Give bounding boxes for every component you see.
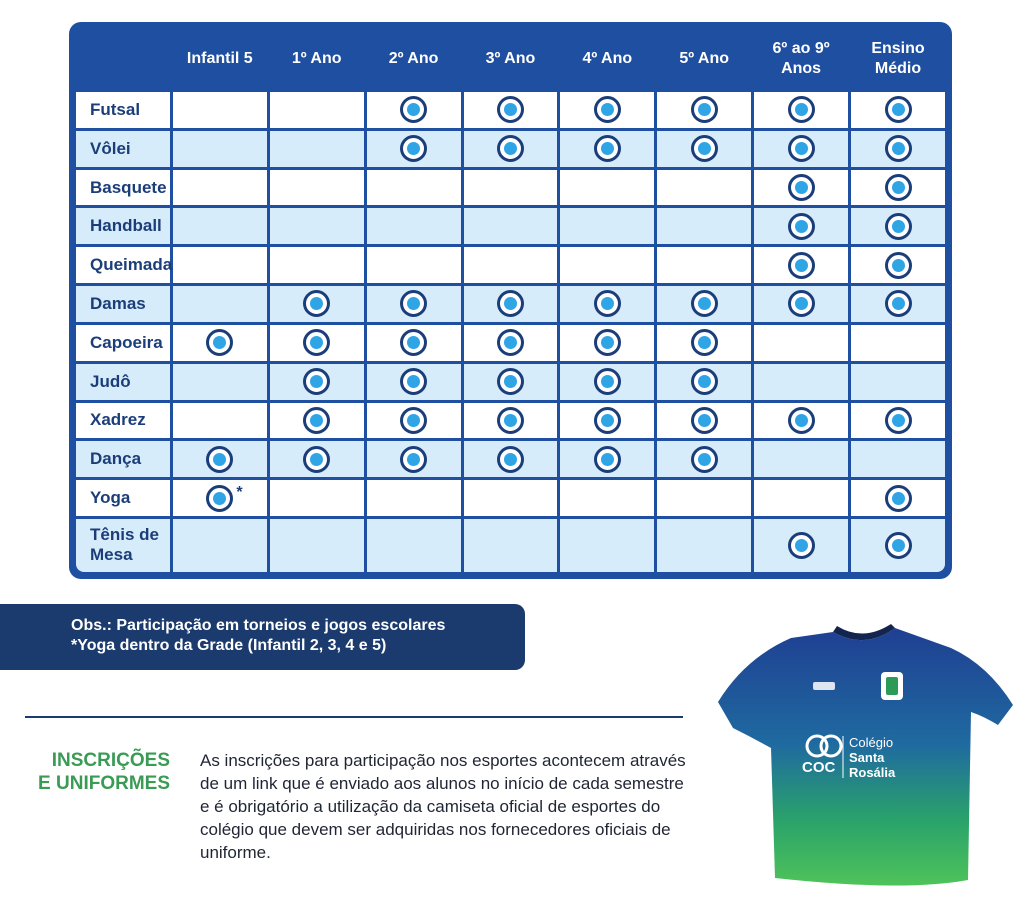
participation-dot-icon bbox=[691, 329, 718, 356]
table-cell bbox=[464, 247, 558, 283]
header-6-ao-9-anos: 6º ao 9º Anos bbox=[754, 29, 848, 89]
table-cell bbox=[657, 286, 751, 322]
participation-dot-icon bbox=[303, 329, 330, 356]
table-cell bbox=[464, 364, 558, 400]
shirt-brand-text: COC bbox=[802, 759, 836, 776]
table-cell bbox=[851, 92, 945, 128]
header-3-ano: 3º Ano bbox=[464, 29, 558, 89]
sport-name-judo: Judô bbox=[76, 364, 170, 400]
table-cell bbox=[173, 364, 267, 400]
table-cell bbox=[657, 403, 751, 439]
participation-dot-icon bbox=[691, 290, 718, 317]
sport-name-queimada: Queimada bbox=[76, 247, 170, 283]
header-5-ano: 5º Ano bbox=[657, 29, 751, 89]
table-cell bbox=[367, 325, 461, 361]
table-cell bbox=[754, 403, 848, 439]
table-cell bbox=[270, 131, 364, 167]
table-cell bbox=[173, 92, 267, 128]
table-cell bbox=[657, 519, 751, 572]
table-cell bbox=[367, 131, 461, 167]
table-cell bbox=[560, 364, 654, 400]
table-cell bbox=[464, 286, 558, 322]
table-cell bbox=[560, 403, 654, 439]
table-cell bbox=[173, 325, 267, 361]
table-cell bbox=[754, 208, 848, 244]
shirt-school-line-3: Rosália bbox=[849, 765, 896, 780]
table-cell bbox=[851, 286, 945, 322]
table-cell bbox=[754, 286, 848, 322]
table-cell bbox=[657, 247, 751, 283]
participation-dot-icon bbox=[885, 290, 912, 317]
table-cell bbox=[270, 92, 364, 128]
table-cell bbox=[657, 170, 751, 206]
participation-dot-icon bbox=[885, 407, 912, 434]
sports-shirt-image bbox=[713, 620, 1018, 895]
table-cell bbox=[173, 170, 267, 206]
table-cell bbox=[851, 131, 945, 167]
participation-dot-icon bbox=[497, 368, 524, 395]
table-cell bbox=[270, 441, 364, 477]
table-row bbox=[76, 325, 945, 361]
table-cell bbox=[560, 480, 654, 516]
observation-line-2: *Yoga dentro da Grade (Infantil 2, 3, 4 e 5) bbox=[71, 637, 387, 654]
table-cell bbox=[367, 92, 461, 128]
participation-dot-icon bbox=[206, 329, 233, 356]
shirt-brand-tag bbox=[813, 682, 835, 690]
table-cell bbox=[464, 325, 558, 361]
header-2-ano: 2º Ano bbox=[367, 29, 461, 89]
table-cell bbox=[754, 441, 848, 477]
inscricoes-heading-line-1: INSCRIÇÕES bbox=[51, 750, 170, 771]
table-cell bbox=[754, 247, 848, 283]
header-ensino-medio: Ensino Médio bbox=[851, 29, 945, 89]
participation-dot-icon bbox=[788, 213, 815, 240]
table-cell bbox=[560, 131, 654, 167]
table-cell bbox=[270, 403, 364, 439]
sport-name-handball: Handball bbox=[76, 208, 170, 244]
participation-dot-icon bbox=[400, 446, 427, 473]
table-cell bbox=[173, 403, 267, 439]
table-cell bbox=[560, 92, 654, 128]
participation-dot-icon bbox=[206, 485, 233, 512]
table-cell bbox=[367, 247, 461, 283]
table-cell bbox=[657, 92, 751, 128]
table-cell bbox=[657, 131, 751, 167]
sport-name-yoga: Yoga bbox=[76, 480, 170, 516]
table-cell bbox=[657, 208, 751, 244]
table-cell bbox=[754, 170, 848, 206]
table-cell bbox=[464, 441, 558, 477]
table-body bbox=[76, 92, 945, 572]
participation-dot-icon bbox=[594, 135, 621, 162]
table-row bbox=[76, 170, 945, 206]
inscricoes-heading bbox=[22, 749, 170, 795]
table-cell bbox=[464, 92, 558, 128]
participation-dot-icon bbox=[691, 368, 718, 395]
table-cell bbox=[367, 170, 461, 206]
sport-name-basquete: Basquete bbox=[76, 170, 170, 206]
inscricoes-heading-line-2: E UNIFORMES bbox=[38, 773, 170, 794]
table-cell bbox=[657, 480, 751, 516]
inscricoes-paragraph: As inscrições para participação nos esportes acontecem através de um link que é enviado aos alunos no início de cada semestre e é obrigatório a utilização da camiseta oficial de esportes do colégio que devem ser adquiridas nos fornecedores oficiais de uniforme. bbox=[200, 751, 686, 862]
participation-dot-icon bbox=[691, 96, 718, 123]
table-cell bbox=[464, 208, 558, 244]
table-row bbox=[76, 519, 945, 572]
table-cell bbox=[173, 131, 267, 167]
table-cell bbox=[464, 480, 558, 516]
table-cell bbox=[754, 364, 848, 400]
participation-dot-icon bbox=[497, 407, 524, 434]
table-cell bbox=[464, 519, 558, 572]
table-cell bbox=[851, 170, 945, 206]
participation-dot-icon bbox=[691, 407, 718, 434]
table-row bbox=[76, 403, 945, 439]
participation-dot-icon bbox=[788, 135, 815, 162]
table-cell bbox=[657, 325, 751, 361]
table-cell bbox=[754, 131, 848, 167]
table-cell bbox=[270, 208, 364, 244]
table-cell bbox=[560, 325, 654, 361]
table-cell bbox=[560, 170, 654, 206]
participation-dot-icon bbox=[497, 135, 524, 162]
table-cell bbox=[560, 286, 654, 322]
participation-dot-icon bbox=[497, 290, 524, 317]
footnote-asterisk: * bbox=[236, 484, 243, 502]
table-row bbox=[76, 92, 945, 128]
participation-dot-icon bbox=[303, 407, 330, 434]
participation-dot-icon bbox=[885, 96, 912, 123]
table-cell bbox=[754, 325, 848, 361]
participation-dot-icon bbox=[206, 446, 233, 473]
participation-dot-icon bbox=[594, 290, 621, 317]
table-cell bbox=[851, 208, 945, 244]
header-1-ano: 1º Ano bbox=[270, 29, 364, 89]
participation-dot-icon bbox=[400, 135, 427, 162]
participation-dot-icon bbox=[400, 290, 427, 317]
table-cell bbox=[851, 247, 945, 283]
table-cell bbox=[464, 131, 558, 167]
sport-name-damas: Damas bbox=[76, 286, 170, 322]
participation-dot-icon bbox=[691, 135, 718, 162]
table-cell bbox=[367, 286, 461, 322]
header-row bbox=[76, 29, 945, 89]
table-cell bbox=[754, 480, 848, 516]
table-cell bbox=[851, 403, 945, 439]
table-cell bbox=[367, 441, 461, 477]
sports-schedule-table bbox=[73, 26, 948, 575]
participation-dot-icon bbox=[400, 329, 427, 356]
table-cell bbox=[851, 364, 945, 400]
table-cell bbox=[270, 170, 364, 206]
section-divider bbox=[25, 716, 683, 718]
table-cell bbox=[270, 325, 364, 361]
participation-dot-icon bbox=[788, 96, 815, 123]
sport-name-volei: Vôlei bbox=[76, 131, 170, 167]
table-cell bbox=[173, 208, 267, 244]
participation-dot-icon bbox=[400, 407, 427, 434]
table-cell bbox=[173, 480, 267, 516]
participation-dot-icon bbox=[594, 368, 621, 395]
table-cell bbox=[851, 441, 945, 477]
table-row bbox=[76, 131, 945, 167]
participation-dot-icon bbox=[400, 368, 427, 395]
participation-dot-icon bbox=[594, 446, 621, 473]
table-cell bbox=[560, 519, 654, 572]
participation-dot-icon bbox=[303, 368, 330, 395]
table-cell bbox=[464, 170, 558, 206]
participation-dot-icon bbox=[885, 174, 912, 201]
participation-dot-icon bbox=[788, 532, 815, 559]
header-corner bbox=[76, 29, 170, 89]
shirt-school-line-1: Colégio bbox=[849, 735, 894, 750]
table-row bbox=[76, 441, 945, 477]
table-cell bbox=[270, 519, 364, 572]
table-row bbox=[76, 247, 945, 283]
table-cell bbox=[173, 441, 267, 477]
table-row bbox=[76, 208, 945, 244]
participation-dot-icon bbox=[594, 407, 621, 434]
participation-dot-icon bbox=[885, 485, 912, 512]
table-cell bbox=[173, 519, 267, 572]
table-cell bbox=[464, 403, 558, 439]
table-cell bbox=[560, 208, 654, 244]
participation-dot-icon bbox=[691, 446, 718, 473]
table-cell bbox=[657, 364, 751, 400]
table-row bbox=[76, 364, 945, 400]
participation-dot-icon bbox=[303, 290, 330, 317]
participation-dot-icon bbox=[885, 213, 912, 240]
header-infantil-5: Infantil 5 bbox=[173, 29, 267, 89]
table-cell bbox=[173, 286, 267, 322]
sports-table-frame bbox=[69, 22, 952, 579]
table-cell bbox=[270, 286, 364, 322]
table-cell bbox=[560, 247, 654, 283]
table-cell bbox=[270, 480, 364, 516]
participation-dot-icon bbox=[788, 290, 815, 317]
observation-line-1: Obs.: Participação em torneios e jogos escolares bbox=[71, 617, 446, 634]
table-row bbox=[76, 480, 945, 516]
participation-dot-icon bbox=[303, 446, 330, 473]
participation-dot-icon bbox=[788, 407, 815, 434]
table-cell bbox=[367, 403, 461, 439]
observation-banner bbox=[0, 604, 525, 670]
sport-name-tenis-de-mesa: Tênis de Mesa bbox=[76, 519, 170, 572]
sport-name-danca: Dança bbox=[76, 441, 170, 477]
table-cell bbox=[173, 247, 267, 283]
table-cell bbox=[754, 519, 848, 572]
table-cell bbox=[270, 247, 364, 283]
table-cell bbox=[851, 519, 945, 572]
sport-name-futsal: Futsal bbox=[76, 92, 170, 128]
table-cell bbox=[367, 519, 461, 572]
sport-name-xadrez: Xadrez bbox=[76, 403, 170, 439]
table-cell bbox=[367, 208, 461, 244]
table-cell bbox=[851, 325, 945, 361]
table-cell bbox=[560, 441, 654, 477]
table-cell bbox=[270, 364, 364, 400]
table-cell bbox=[367, 480, 461, 516]
participation-dot-icon bbox=[497, 96, 524, 123]
participation-dot-icon bbox=[788, 252, 815, 279]
table-cell bbox=[367, 364, 461, 400]
participation-dot-icon bbox=[885, 532, 912, 559]
participation-dot-icon bbox=[594, 96, 621, 123]
table-cell bbox=[851, 480, 945, 516]
table-row bbox=[76, 286, 945, 322]
participation-dot-icon bbox=[885, 135, 912, 162]
participation-dot-icon bbox=[885, 252, 912, 279]
table-cell bbox=[657, 441, 751, 477]
sport-name-capoeira: Capoeira bbox=[76, 325, 170, 361]
shirt-school-line-2: Santa bbox=[849, 750, 885, 765]
participation-dot-icon bbox=[497, 329, 524, 356]
participation-dot-icon bbox=[400, 96, 427, 123]
participation-dot-icon bbox=[788, 174, 815, 201]
header-4-ano: 4º Ano bbox=[560, 29, 654, 89]
participation-dot-icon bbox=[594, 329, 621, 356]
table-cell bbox=[754, 92, 848, 128]
participation-dot-icon bbox=[497, 446, 524, 473]
